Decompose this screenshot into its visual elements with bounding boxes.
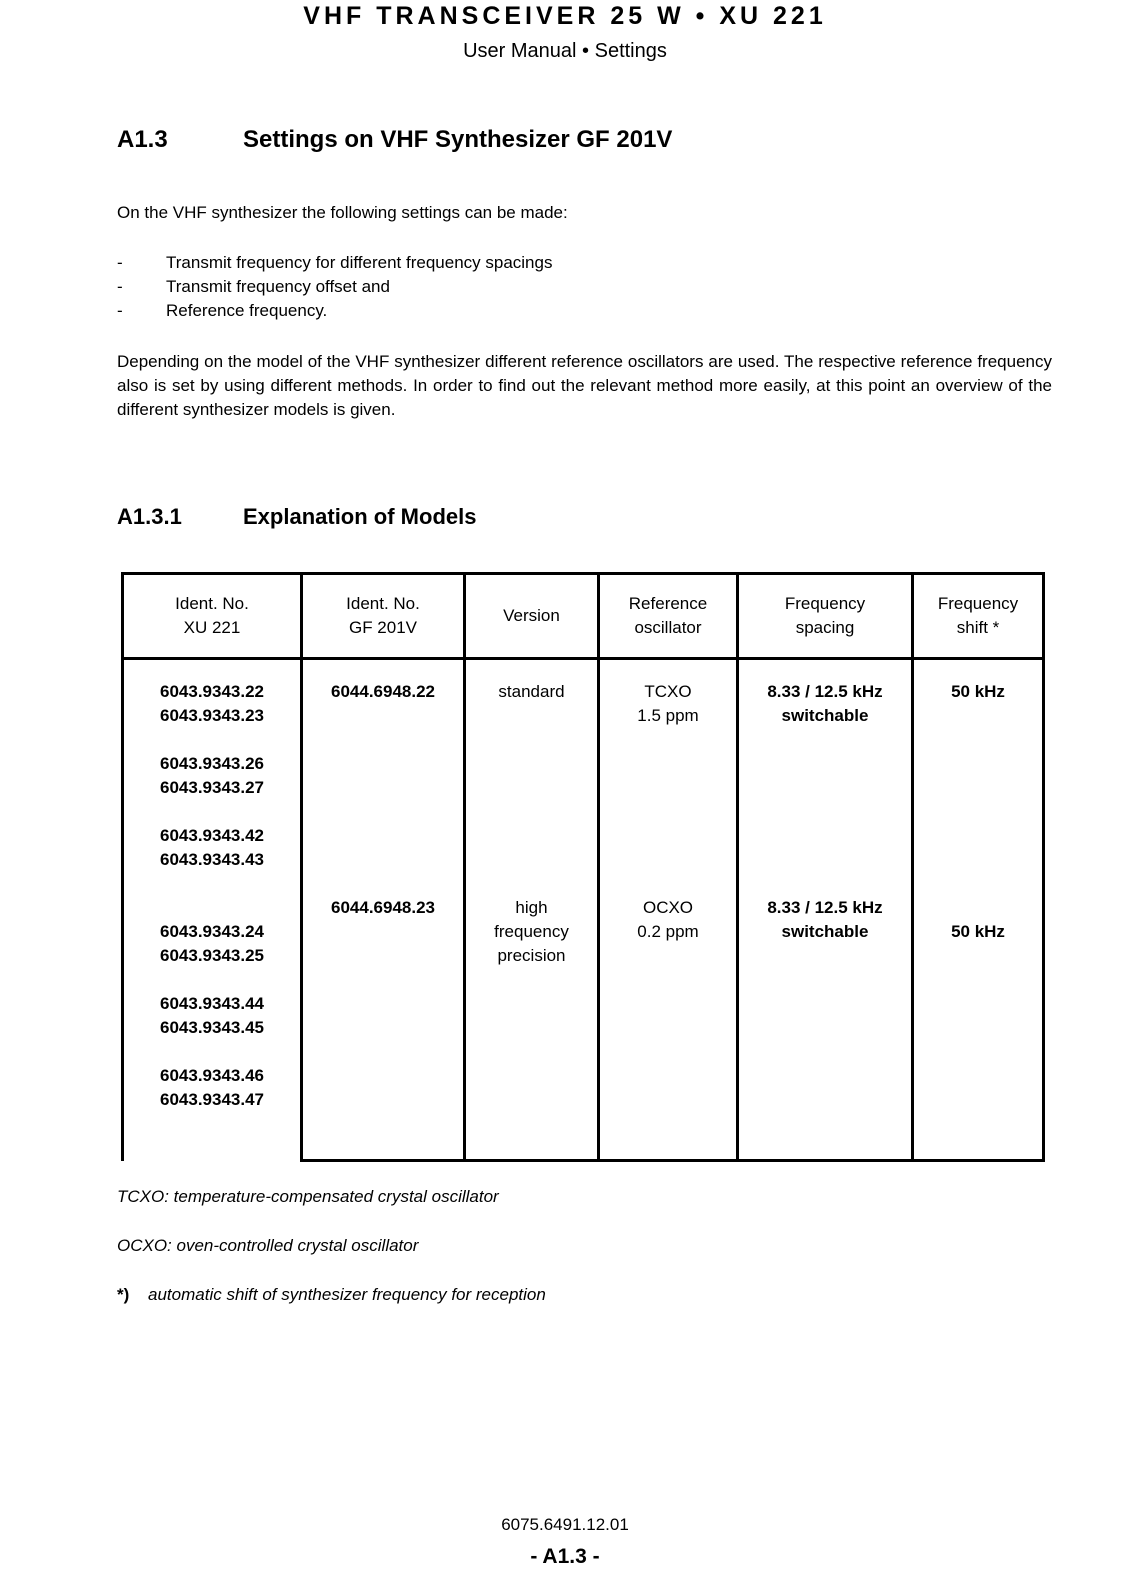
shift-value: 50 kHz [951, 682, 1005, 701]
document-id: 6075.6491.12.01 [501, 1515, 629, 1534]
table-row [123, 659, 1044, 1161]
header-version: Version [465, 574, 599, 659]
overview-paragraph: Depending on the model of the VHF synthesizer different reference oscillators are used. The respective reference frequency also is set by using different methods. In order to find out the relevant method more easily, at this point an overview of the different synthesizer models is given. [117, 352, 1052, 419]
subsection-title: Explanation of Models [243, 504, 477, 529]
oscillator-type: TCXO [644, 682, 692, 701]
note-tcxo: TCXO: temperature-compensated crystal oscillator [117, 1187, 499, 1206]
footnote-marker: *) [117, 1285, 130, 1304]
spacing-note: switchable [781, 922, 869, 941]
bullet-text: Transmit frequency for different frequency spacings [166, 253, 553, 272]
ident-xu221: 6043.9343.27 [160, 778, 264, 797]
oscillator-precision: 0.2 ppm [637, 922, 699, 941]
ident-xu221: 6043.9343.26 [160, 754, 264, 773]
ident-xu221: 6043.9343.24 [160, 922, 264, 941]
bullet-marker: - [117, 301, 123, 320]
oscillator-type: OCXO [642, 898, 694, 917]
bullet-text: Transmit frequency offset and [166, 277, 390, 296]
spacing-note: switchable [781, 706, 869, 725]
version-value: precision [497, 946, 566, 965]
models-table [121, 572, 1045, 1162]
version-value: frequency [494, 922, 569, 941]
header-ident-gf201v: Ident. No. GF 201V [302, 574, 465, 659]
ident-xu221: 6043.9343.44 [160, 994, 264, 1013]
header-frequency-spacing: Frequency spacing [738, 574, 913, 659]
ident-xu221: 6043.9343.46 [160, 1066, 264, 1085]
page-number: - A1.3 - [530, 1545, 600, 1568]
ident-gf201v: 6044.6948.22 [331, 682, 435, 701]
header-ident-xu221: Ident. No. XU 221 [123, 574, 302, 659]
ident-xu221: 6043.9343.43 [160, 850, 264, 869]
section-title: Settings on VHF Synthesizer GF 201V [243, 126, 673, 153]
spacing-value: 8.33 / 12.5 kHz [767, 898, 883, 917]
ident-xu221: 6043.9343.23 [160, 706, 264, 725]
intro-text: On the VHF synthesizer the following settings can be made: [117, 203, 568, 222]
ident-xu221: 6043.9343.47 [160, 1090, 264, 1109]
note-ocxo: OCXO: oven-controlled crystal oscillator [117, 1236, 419, 1255]
header-reference-oscillator: Reference oscillator [599, 574, 738, 659]
ident-xu221: 6043.9343.22 [160, 682, 264, 701]
section-number: A1.3 [117, 126, 168, 153]
spacing-value: 8.33 / 12.5 kHz [767, 682, 883, 701]
header-frequency-shift: Frequency shift * [913, 574, 1044, 659]
oscillator-precision: 1.5 ppm [637, 706, 699, 725]
document-header-title: VHF TRANSCEIVER 25 W • XU 221 [303, 2, 827, 30]
ident-xu221: 6043.9343.45 [160, 1018, 264, 1037]
footnote-text: automatic shift of synthesizer frequency for reception [148, 1285, 546, 1304]
ident-gf201v: 6044.6948.23 [331, 898, 435, 917]
ident-xu221: 6043.9343.42 [160, 826, 264, 845]
bullet-marker: - [117, 277, 123, 296]
ident-xu221: 6043.9343.25 [160, 946, 264, 965]
table-header-row [123, 574, 1044, 659]
bullet-marker: - [117, 253, 123, 272]
note-frequency-shift [117, 1285, 546, 1305]
subsection-number: A1.3.1 [117, 504, 182, 529]
bullet-text: Reference frequency. [166, 301, 328, 320]
shift-value: 50 kHz [951, 922, 1005, 941]
document-header-subtitle: User Manual • Settings [463, 40, 667, 62]
version-value: high [515, 898, 548, 917]
version-value: standard [498, 682, 565, 701]
